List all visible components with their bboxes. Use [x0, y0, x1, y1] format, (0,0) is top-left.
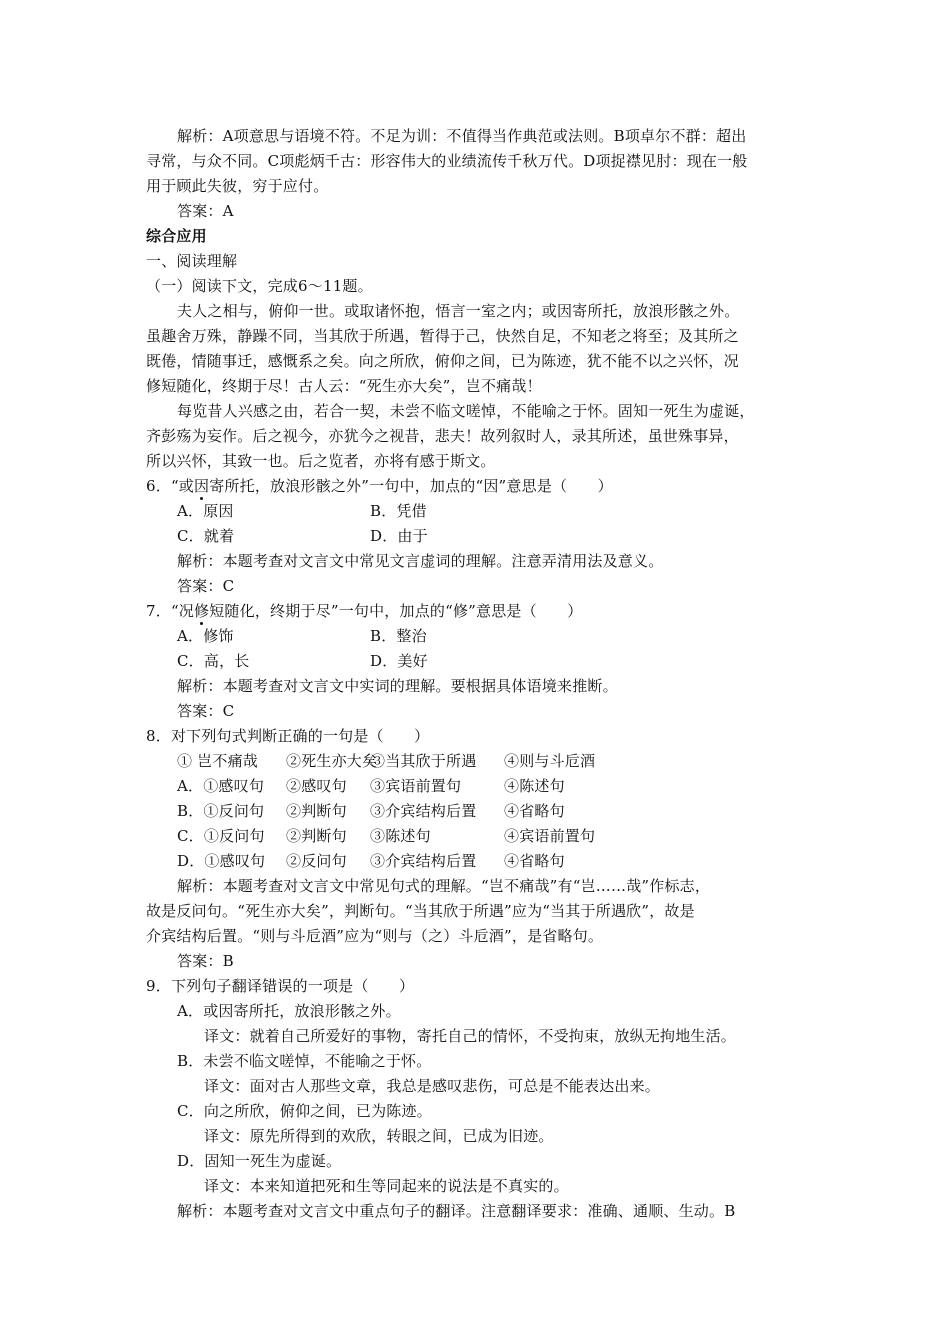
- sentence-list-item: ②死生亦大矣: [286, 752, 378, 770]
- passage-line: 每览昔人兴感之由，若合一契，未尝不临文嗟悼，不能喻之于怀。固知一死生为虚诞，: [177, 402, 755, 420]
- option-c: C．就着: [177, 527, 235, 545]
- emphasis-dot-char: 因: [194, 477, 210, 495]
- emphasis-dot-char: 修: [194, 602, 210, 620]
- translation-line: 译文：面对古人那些文章，我总是感叹悲伤，可总是不能表达出来。: [204, 1077, 661, 1095]
- option-c-part: ③陈述句: [370, 827, 431, 845]
- explanation-line: 解析：本题考查对文言文中常见句式的理解。“岂不痛哉”有“岂……哉”作标志，: [177, 877, 711, 895]
- question-text-pre: 7．“况: [146, 602, 195, 620]
- question-text-post: 寄所托，放浪形骸之外”一句中，加点的“因”意思是（ ）: [209, 477, 613, 495]
- option-c: C．①反问句: [177, 827, 265, 845]
- explanation-line: 介宾结构后置。“则与斗卮酒”应为“则与（之）斗卮酒”，是省略句。: [146, 927, 604, 945]
- explanation-line: 解析：本题考查对文言文中重点句子的翻译。注意翻译要求：准确、通顺、生动。B: [177, 1202, 736, 1220]
- answer-line: 答案：C: [177, 702, 235, 720]
- option-b-part: ②判断句: [286, 802, 347, 820]
- explanation-line: 寻常，与众不同。C项彪炳千古：形容伟大的业绩流传千秋万代。D项捉襟见肘：现在一般: [146, 152, 748, 170]
- section-heading: 综合应用: [146, 227, 207, 245]
- question-text-post: 短随化，终期于尽”一句中，加点的“修”意思是（ ）: [209, 602, 583, 620]
- option-d: D．美好: [370, 652, 428, 670]
- translation-line: 译文：就着自己所爱好的事物，寄托自己的情怀，不受拘束，放纵无拘地生活。: [204, 1027, 737, 1045]
- explanation-line: 用于顾此失彼，穷于应付。: [146, 177, 329, 195]
- answer-line: 答案：A: [177, 202, 234, 220]
- option-b: B．①反问句: [177, 802, 265, 820]
- passage-line: 所以兴怀，其致一也。后之览者，亦将有感于斯文。: [146, 452, 496, 470]
- answer-line: 答案：C: [177, 577, 235, 595]
- question-7: [146, 601, 582, 621]
- sentence-list-item: ③当其欣于所遇: [370, 752, 477, 770]
- explanation-line: 解析：本题考查对文言文中实词的理解。要根据具体语境来推断。: [177, 677, 618, 695]
- sentence-list-item: ④则与斗卮酒: [504, 752, 596, 770]
- explanation-line: 解析：A项意思与语境不符。不足为训：不值得当作典范或法则。B项卓尔不群：超出: [177, 127, 747, 145]
- passage-line: 虽趣舍万殊，静躁不同，当其欣于所遇，暂得于己，快然自足，不知老之将至；及其所之: [146, 327, 739, 345]
- translation-line: 译文：原先所得到的欢欣，转眼之间，已成为旧迹。: [204, 1127, 554, 1145]
- sentence-list-item: ① 岂不痛哉: [177, 752, 258, 770]
- option-a: A．或因寄所托，放浪形骸之外。: [177, 1002, 401, 1020]
- question-9: 9．下列句子翻译错误的一项是（ ）: [146, 977, 415, 995]
- option-a-part: ④陈述句: [504, 777, 565, 795]
- explanation-line: 故是反问句。“死生亦大矣”，判断句。“当其欣于所遇”应为“当其于所遇欣”，故是: [146, 902, 695, 920]
- option-b-part: ④省略句: [504, 802, 565, 820]
- reading-instruction: （一）阅读下文，完成6～11题。: [146, 277, 373, 295]
- option-a: A．原因: [177, 502, 234, 520]
- option-d: D．固知一死生为虚诞。: [177, 1152, 342, 1170]
- option-d-part: ③介宾结构后置: [370, 852, 477, 870]
- option-a: A．修饰: [177, 627, 234, 645]
- passage-line: 齐彭殇为妄作。后之视今，亦犹今之视昔，悲夫！故列叙时人，录其所述，虽世殊事异，: [146, 427, 739, 445]
- passage-line: 夫人之相与，俯仰一世。或取诸怀抱，悟言一室之内；或因寄所托，放浪形骸之外。: [177, 302, 740, 320]
- option-d: D．①感叹句: [177, 852, 266, 870]
- option-a-part: ③宾语前置句: [370, 777, 462, 795]
- subsection-heading: 一、阅读理解: [146, 252, 238, 270]
- question-6: [146, 476, 613, 496]
- question-text-pre: 6．“或: [146, 477, 195, 495]
- option-b: B．整治: [370, 627, 427, 645]
- option-d: D．由于: [370, 527, 428, 545]
- translation-line: 译文：本来知道把死和生等同起来的说法是不真实的。: [204, 1177, 569, 1195]
- option-b: B．凭借: [370, 502, 427, 520]
- option-d-part: ④省略句: [504, 852, 565, 870]
- option-b-part: ③介宾结构后置: [370, 802, 477, 820]
- passage-line: 既倦，情随事迁，感慨系之矣。向之所欣，俯仰之间，已为陈迹，犹不能不以之兴怀，况: [146, 352, 739, 370]
- option-c-part: ②判断句: [286, 827, 347, 845]
- option-c: C．向之所欣，俯仰之间，已为陈迹。: [177, 1102, 432, 1120]
- option-c-part: ④宾语前置句: [504, 827, 596, 845]
- answer-line: 答案：B: [177, 952, 234, 970]
- passage-line: 修短随化，终期于尽！古人云：“死生亦大矣”，岂不痛哉！: [146, 377, 542, 395]
- option-b: B．未尝不临文嗟悼，不能喻之于怀。: [177, 1052, 432, 1070]
- option-a: A．①感叹句: [177, 777, 265, 795]
- option-d-part: ②反问句: [286, 852, 347, 870]
- option-c: C．高，长: [177, 652, 250, 670]
- question-8: 8．对下列句式判断正确的一句是（ ）: [146, 727, 430, 745]
- explanation-line: 解析：本题考查对文言文中常见文言虚词的理解。注意弄清用法及意义。: [177, 552, 664, 570]
- option-a-part: ②感叹句: [286, 777, 347, 795]
